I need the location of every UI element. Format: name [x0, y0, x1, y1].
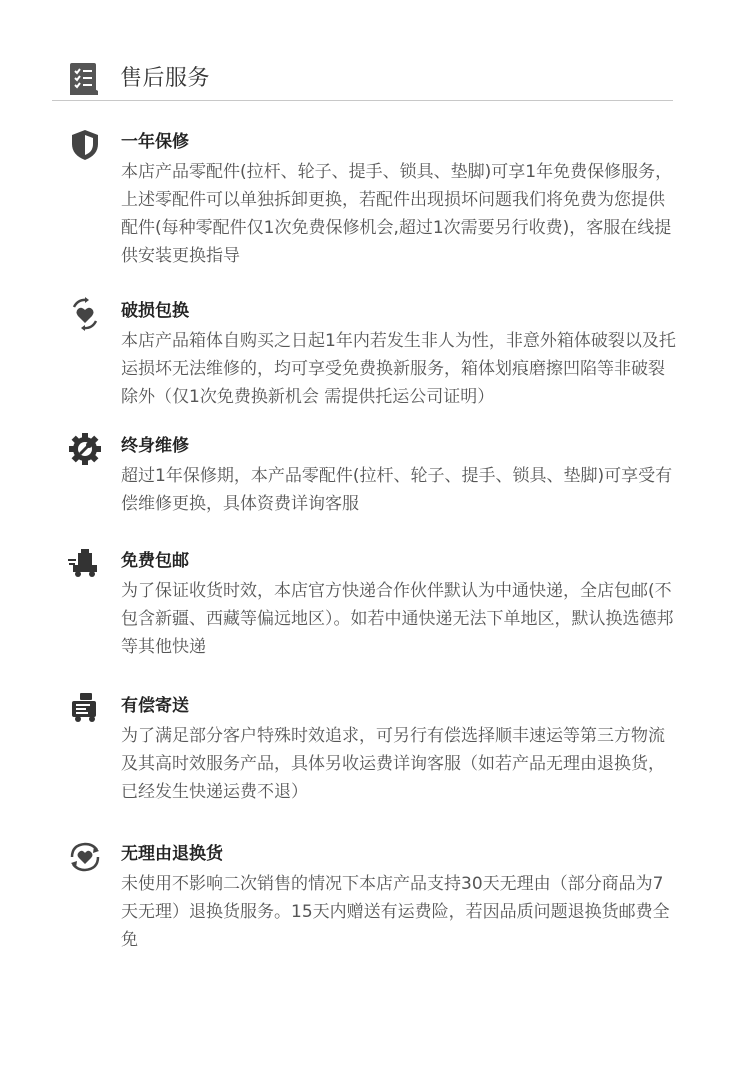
delivery-truck-icon: [68, 547, 102, 581]
gear-wrench-icon: [68, 432, 102, 466]
section-title: 免费包邮: [121, 551, 189, 571]
section-body: 为了满足部分客户特殊时效追求，可另行有偿选择顺丰速运等第三方物流及其高时效服务产品，具体另收运费详询客服（如若产品无理由退换货，已经发生快递运费不退）: [121, 726, 665, 802]
section-title: 终身维修: [121, 436, 189, 456]
paid-truck-icon: [68, 692, 102, 726]
checklist-document-icon: [67, 61, 101, 97]
section-body: 未使用不影响二次销售的情况下本店产品支持30天无理由（部分商品为7天无理）退换货服务。15天内赠送有运费险，若因品质问题退换货邮费全免: [121, 874, 670, 950]
section-title: 一年保修: [121, 132, 189, 152]
page-title: 售后服务: [120, 66, 211, 91]
heart-refresh-icon: [68, 840, 102, 874]
page-header: [52, 58, 673, 101]
section-title: 破损包换: [121, 301, 189, 321]
section-body: 超过1年保修期，本产品零配件(拉杆、轮子、提手、锁具、垫脚)可享受有偿维修更换，具体资费详询客服: [121, 466, 673, 514]
heart-exchange-icon: [68, 297, 102, 331]
section-body: 本店产品零配件(拉杆、轮子、提手、锁具、垫脚)可享1年免费保修服务，上述零配件可以单独拆卸更换，若配件出现损坏问题我们将免费为您提供配件(每种零配件仅1次免费保修机会,超过1次需要另行收费)，客服在线提供安装更换指导: [121, 162, 673, 266]
section-body: 本店产品箱体自购买之日起1年内若发生非人为性，非意外箱体破裂以及托运损坏无法维修的，均可享受免费换新服务，箱体划痕磨擦凹陷等非破裂除外（仅1次免费换新机会 需提供托运公司证明）: [121, 331, 676, 407]
section-body: 为了保证收货时效，本店官方快递合作伙伴默认为中通快递，全店包邮(不包含新疆、西藏等偏远地区）。如若中通快递无法下单地区，默认换选德邦等其他快递: [121, 581, 674, 657]
section-title: 无理由退换货: [121, 844, 223, 864]
shield-icon: [68, 128, 102, 162]
section-title: 有偿寄送: [121, 696, 189, 716]
